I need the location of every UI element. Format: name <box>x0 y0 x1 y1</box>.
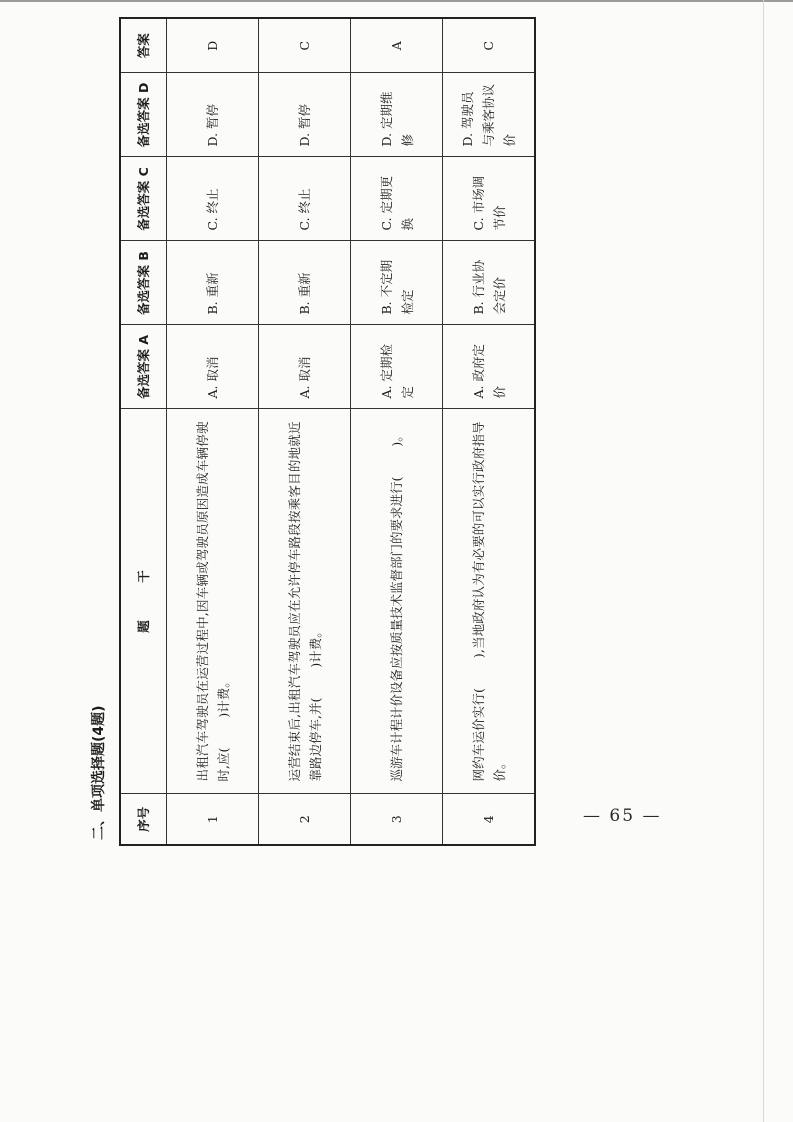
option-b: B. 重新 <box>259 241 351 325</box>
scan-edge-line <box>763 0 764 1122</box>
question-number: 1 <box>167 794 259 845</box>
table-row <box>443 18 536 845</box>
question-number: 2 <box>259 794 351 845</box>
stem-text-before: 网约车运价实行( <box>470 688 486 782</box>
option-c: C. 市场调节价 <box>443 157 536 241</box>
option-c: C. 终止 <box>167 157 259 241</box>
table-row <box>259 18 351 845</box>
answer: A <box>351 18 443 73</box>
option-d: D. 暂停 <box>259 73 351 157</box>
page-number: — 65 — <box>583 806 662 826</box>
question-table <box>119 17 536 846</box>
answer: C <box>259 18 351 73</box>
section-title: 二、单项选择题(4题) <box>91 705 107 840</box>
stem-text-after: ),当地政府认为有必要的可以实行政府指导价。 <box>470 421 507 782</box>
option-a: A. 定期检定 <box>351 325 443 409</box>
stem-text-before: 运营结束后,出租汽车驾驶员应在允许停车路段按乘客目的地就近靠路边停车,并( <box>286 421 323 782</box>
table-row <box>351 18 443 845</box>
header-answer: 答案 <box>120 18 167 73</box>
question-number: 3 <box>351 794 443 845</box>
stem-text-before: 巡游车计程计价设备应按质量技术监督部门的要求进行( <box>389 476 404 782</box>
option-c: C. 定期更换 <box>351 157 443 241</box>
option-d: D. 定期维修 <box>351 73 443 157</box>
stem-text-before: 出租汽车驾驶员在运营过程中,因车辆或驾驶员原因造成车辆停驶时,应( <box>194 421 231 782</box>
top-rule <box>0 0 793 2</box>
answer: D <box>167 18 259 73</box>
header-option-d: 备选答案 D <box>120 73 167 157</box>
header-option-a: 备选答案 A <box>120 325 167 409</box>
question-stem <box>351 409 443 794</box>
answer: C <box>443 18 536 73</box>
table-header-row <box>120 18 167 845</box>
option-a: A. 政府定价 <box>443 325 536 409</box>
option-a: A. 取消 <box>259 325 351 409</box>
option-b: B. 行业协会定价 <box>443 241 536 325</box>
option-a: A. 取消 <box>167 325 259 409</box>
stem-text-after: )计费。 <box>215 675 231 718</box>
question-stem <box>259 409 351 794</box>
stem-text-after: )计费。 <box>307 625 323 668</box>
header-option-c: 备选答案 C <box>120 157 167 241</box>
header-option-b: 备选答案 B <box>120 241 167 325</box>
header-stem: 题 干 <box>120 409 167 794</box>
rotated-page-content <box>88 33 517 1122</box>
question-number: 4 <box>443 794 536 845</box>
option-b: B. 不定期检定 <box>351 241 443 325</box>
option-c: C. 终止 <box>259 157 351 241</box>
option-d: D. 暂停 <box>167 73 259 157</box>
header-num: 序号 <box>120 794 167 845</box>
stem-text-after: )。 <box>389 429 404 447</box>
table-row <box>167 18 259 845</box>
question-stem <box>167 409 259 794</box>
option-d: D. 驾驶员与乘客协议价 <box>443 73 536 157</box>
question-stem <box>443 409 536 794</box>
option-b: B. 重新 <box>167 241 259 325</box>
